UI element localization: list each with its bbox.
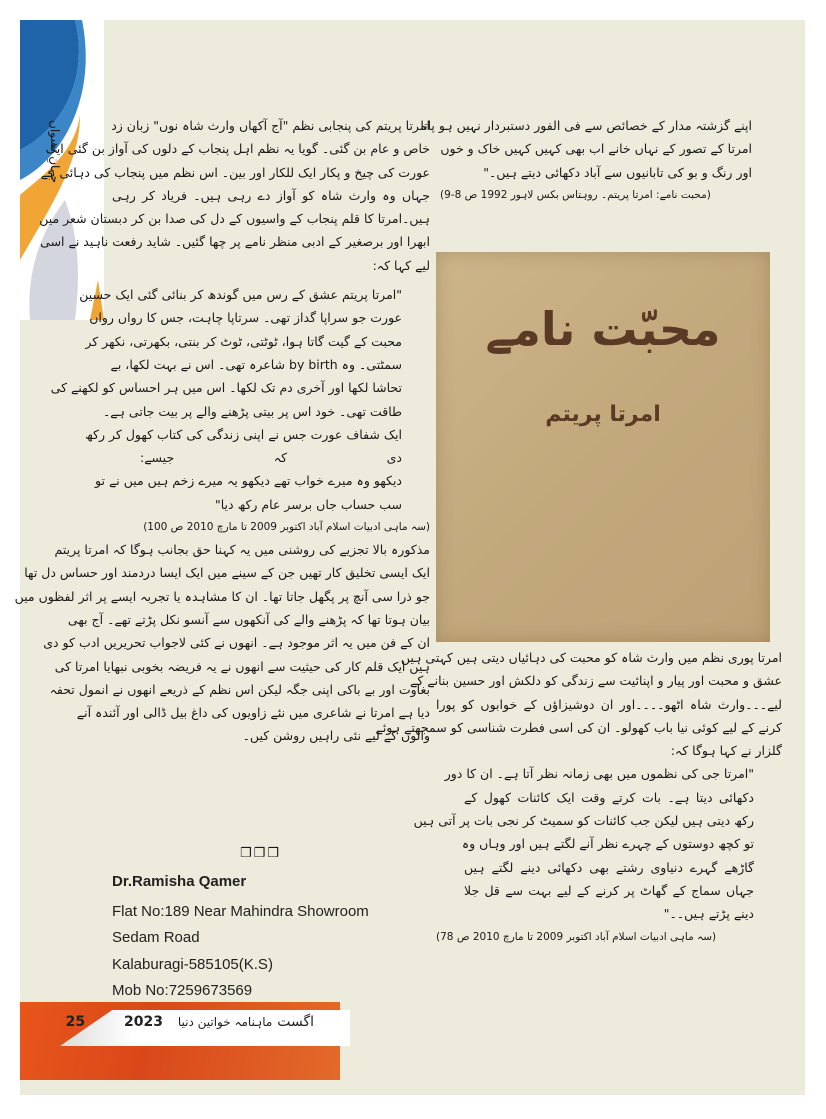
right-column-top bbox=[420, 114, 780, 206]
text-line: والوں کے لیے نئی راہیں روشن کیں۔ bbox=[242, 728, 430, 744]
citation: (سہ ماہی ادبیات اسلام آباد اکتوبر 2009 تا مارچ 2010 ص 100) bbox=[143, 521, 430, 534]
text-line: "امرتا پریتم عشق کے رس میں گوندھ کر بنائی گئی ایک حسین bbox=[79, 287, 402, 303]
book-author: امرتا پریتم bbox=[545, 402, 661, 427]
page-number: 25 bbox=[65, 1014, 86, 1030]
text-line: دیا ہے امرتا نے شاعری میں نئے زاویوں کی داغ بیل ڈالی اور آئندہ آنے bbox=[76, 705, 430, 721]
end-ornament: ❒❒❒ bbox=[240, 846, 281, 861]
text-line: تحاشا لکھا اور آخری دم تک لکھا۔ اس میں ہر احساس کو لکھنے کی bbox=[50, 380, 402, 396]
text-line: سب حساب جاں برسر عام رکھ دیا" bbox=[215, 496, 402, 512]
text-line: محبت کے گیت گاتا ہوا، ٹوٹتی، ٹوٹ کر بنتی، بکھرتی، نکھر کر bbox=[85, 333, 402, 349]
author-mobile: Mob No:7259673569 bbox=[112, 982, 253, 999]
text-line: ان کے فن میں یہ اثر موجود ہے۔ انھوں نے کئی لاجواب تحریریں ادب کو دی bbox=[43, 635, 430, 651]
text-line: امرتا کے تصور کے نہاں خانے اب بھی کہیں کہیں خاک و خوں bbox=[440, 141, 752, 157]
text-line: خاص و عام بن گئی۔ گویا یہ نظم اہل پنجاب کے دلوں کی آواز بن گئی ایک bbox=[45, 141, 430, 157]
book-cover-image bbox=[436, 252, 770, 642]
text-line: دینے پڑتے ہیں۔۔" bbox=[663, 906, 754, 922]
text-line: بغاوت اور بے باکی اپنی جگہ لیکن اس نظم کے ذریعے انھوں نے انمول تحفہ bbox=[49, 681, 430, 697]
text-line: دکھائی دیتا ہے۔ بات کرتے وقت ایک کائنات کھول کے bbox=[464, 789, 754, 805]
text-line: اور رنگ و بو کی تابانیوں سے آباد دکھائی دیتے ہیں۔" bbox=[483, 164, 752, 180]
text-line: ہیں۔امرتا کا قلم پنجاب کے واسیوں کے دل کی صدا بن کر دبستان شعر میں bbox=[39, 211, 430, 227]
text-line: دی کہ جیسے: bbox=[140, 450, 402, 466]
author-address-line1: Flat No:189 Near Mahindra Showroom bbox=[112, 903, 369, 920]
magazine-name: ماہنامہ خواتین دنیا bbox=[177, 1015, 273, 1029]
text-line: ایک ایسی تخلیق کار تھیں جن کے سینے میں ایک ایسا دردمند اور حساس دل تھا bbox=[24, 565, 430, 581]
text-line: گلزار نے کہا ہوگا کہ: bbox=[670, 743, 782, 759]
citation: (محبت نامے: امرتا پریتم۔ روہتاس بکس لاہور 1992 ص 8-9) bbox=[440, 188, 711, 201]
text-line: بیان ہوتا تھا کہ پڑھنے والے کی آنکھوں سے آنسو نکل پڑتے تھے۔ آج بھی bbox=[67, 611, 430, 627]
author-address-line3: Kalaburagi-585105(K.S) bbox=[112, 956, 273, 973]
text-line: سمٹتی۔ وہ by birth شاعرہ تھی۔ اس نے بہت لکھا، بے bbox=[110, 356, 402, 372]
blockquote-gulzar bbox=[413, 762, 782, 925]
text-line: جہاں سماج کے گھاٹ پر کرنے کے لیے بہت سے قل جلا bbox=[464, 882, 754, 898]
text-line: ابھرا اور برصغیر کے ادبی منظر نامے پر چھا گئیں۔ شاید رفعت ناہید نے اسی bbox=[40, 234, 430, 250]
section-label: جہانِ نسواں bbox=[48, 120, 62, 184]
text-line: اپنے گزشتہ مدار کے خصائص سے فی الفور دستبردار نہیں ہو پاتا bbox=[420, 118, 752, 133]
text-line: کرنے کے لیے کوئی نیا باب کھولو۔ ان کی اسی فطرت شناسی کو سمجھتے ہوئے bbox=[375, 719, 782, 735]
text-line: عورت جو سراپا گداز تھی۔ سرتاپا چاہت، جس کا رواں رواں bbox=[89, 310, 402, 326]
text-line: ہیں ایک قلم کار کی حیثیت سے انھوں نے یہ فریضہ بخوبی نبھایا امرتا کی bbox=[54, 658, 430, 674]
text-line: جو ذرا سی آنچ پر پگھل جاتا تھا۔ ان کا مشاہدہ یا تجربہ ایسے پر اثر لفظوں میں bbox=[14, 588, 430, 604]
author-name: Dr.Ramisha Qamer bbox=[112, 873, 247, 890]
text-line: طاقت تھی۔ خود اس پر بیتی پڑھنے والے پر بیت جاتی ہے۔ bbox=[102, 403, 402, 419]
footer-info bbox=[66, 1014, 324, 1030]
right-column-bottom bbox=[375, 646, 782, 948]
text-line: دیکھو وہ میرے خواب تھے دیکھو یہ میرے زخم ہیں میں نے تو bbox=[95, 473, 402, 489]
text-line: لیے۔۔۔وارث شاہ اٹھو۔۔۔۔اور ان دوشیزاؤں کے خوابوں کو پورا bbox=[436, 696, 782, 712]
author-address-line2: Sedam Road bbox=[112, 929, 200, 946]
blockquote-top bbox=[420, 114, 780, 184]
text-line: لیے کہا کہ: bbox=[372, 257, 430, 273]
footer-band bbox=[20, 1002, 340, 1080]
issue-year: 2023 bbox=[123, 1014, 163, 1030]
book-title: محبّت نامے bbox=[485, 302, 721, 356]
text-line: "امرتا جی کی نظموں میں بھی زمانہ نظر آتا ہے۔ ان کا دور bbox=[444, 766, 754, 782]
issue-month: اگست bbox=[277, 1014, 314, 1030]
text-line: مذکورہ بالا تجزیے کی روشنی میں یہ کہنا حق بجانب ہوگا کہ امرتا پریتم bbox=[54, 542, 430, 558]
text-line: عورت کی چیخ و پکار ایک للکار اور بین۔ اس نظم میں پنجاب کی دہائی ہے bbox=[40, 164, 430, 180]
text-line: رکھ دیتی ہیں لیکن جب کائنات کو سمیٹ کر نجی بات پر آتی ہیں bbox=[413, 813, 754, 829]
citation: (سہ ماہی ادبیات اسلام آباد اکتوبر 2009 تا مارچ 2010 ص 78) bbox=[436, 930, 717, 943]
text-line: ایک شفاف عورت جس نے اپنی زندگی کی کتاب کھول کر رکھ bbox=[85, 426, 402, 442]
text-line: امرتا پوری نظم میں وارث شاہ کو محبت کی دہائیاں دیتی ہیں کہتی ہیں bbox=[400, 650, 782, 665]
text-line: جہاں وہ وارث شاہ کو آواز دے رہی ہیں۔ فریاد کر رہی bbox=[112, 187, 430, 203]
text-line: تو کچھ دوستوں کے چہرے نظر آنے لگتے ہیں اور وہاں وہ bbox=[461, 836, 754, 852]
paragraph-waris-shah bbox=[375, 646, 782, 762]
blockquote-rifat-naheed bbox=[50, 283, 430, 516]
text-line: گاڑھے گہرے دنیاوی رشتے بھی دکھائی دینے لگتے ہیں bbox=[464, 859, 754, 875]
text-line: عشق و محبت اور پیار و اپنائیت سے زندگی کو دلکش اور حسین بنانے کے bbox=[410, 673, 782, 689]
text-line: امرتا پریتم کی پنجابی نظم "آج آکھاں وارث شاہ نوں" زبان زد bbox=[111, 118, 430, 133]
